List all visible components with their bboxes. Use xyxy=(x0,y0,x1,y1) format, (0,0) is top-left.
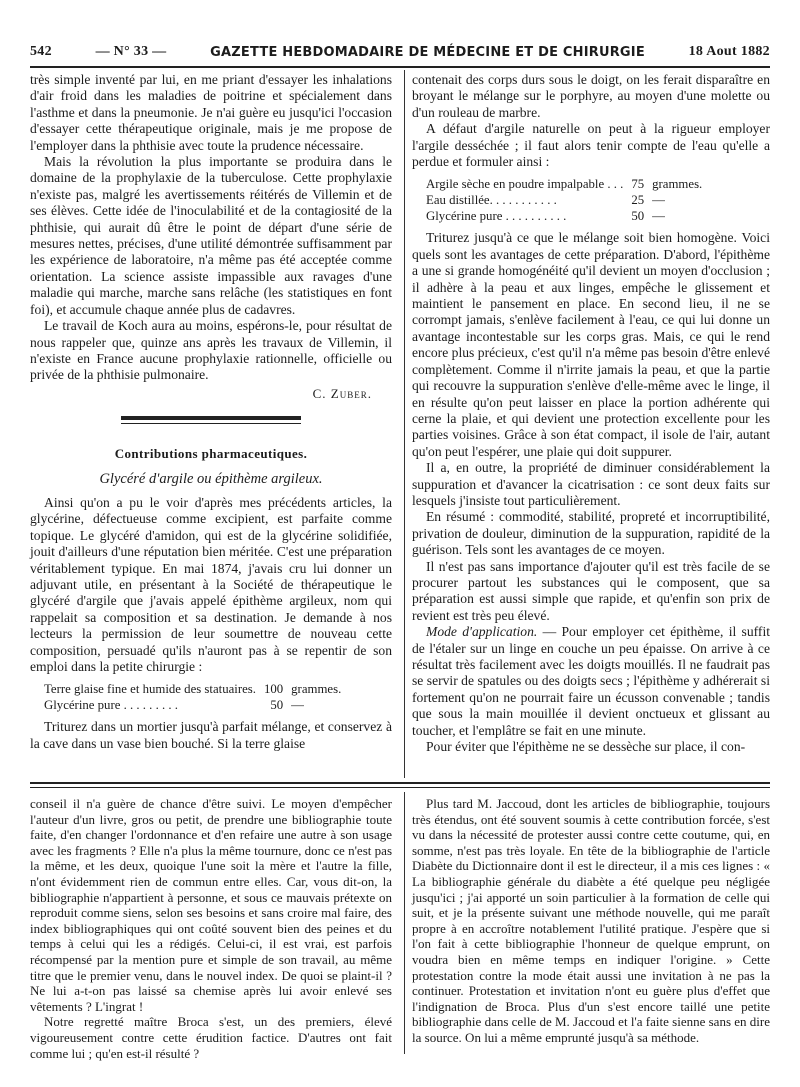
recipe-row xyxy=(30,681,341,697)
recipe-quantity: 50 xyxy=(631,209,645,224)
page-header xyxy=(30,40,770,64)
recipe-quantity: 50 xyxy=(270,698,284,713)
header-rule xyxy=(30,66,770,68)
issue-number: — N° 33 — xyxy=(95,44,167,59)
recipe-ingredient: Glycérine pure . . . . . . . . . xyxy=(44,698,178,713)
paragraph: Triturez dans un mortier jusqu'à parfait mélange, et conservez à la cave dans un vase bien bouché. Si la terre glaise xyxy=(30,719,392,751)
paragraph: A défaut d'argile naturelle on peut à la rigueur employer l'argile desséchée ; il faut alors tenir compte de l'eau qu'elle a perdue et formuler ainsi : xyxy=(412,121,770,170)
left-column xyxy=(30,72,392,752)
recipe-ingredient: Glycérine pure . . . . . . . . . . xyxy=(426,209,567,224)
right-column xyxy=(412,72,770,755)
recipe-ingredient: Terre glaise fine et humide des statuaires. xyxy=(44,682,256,697)
recipe-row xyxy=(412,208,702,224)
mode-text: — Pour employer cet épithème, il suffit de l'étaler sur un linge en couche un peu épaisse. On arrive à ce résultat très facilement avec les doigts mouillés. Il ne faudrait pas se servir de spatules ou des doigts secs ; l'épithème y adhérerait si fortement qu'on ne pourrait faire un écusson convenable ; tandis que sous la main mouillée il devient onctueux et glissant au toucher, et l'emplâtre se fait en une minute. xyxy=(412,624,771,738)
feuilleton-rule xyxy=(30,782,770,784)
recipe-row xyxy=(30,697,341,713)
column-divider xyxy=(404,792,405,1054)
paragraph: très simple inventé par lui, en me priant d'essayer les inhalations d'air froid dans les maladies de poitrine et spécialement dans l'asthme et dans la pneumonie. Je n'ai guère eu jusqu'ici l'occasion d'essayer cette thérapeutique originale, mais je me propose de l'employer dans la phthisie avec toute la prudence nécessaire. xyxy=(30,72,392,153)
feuilleton-right xyxy=(412,796,770,1046)
recipe-row xyxy=(412,176,702,192)
recipe-quantity: 100 xyxy=(263,682,284,697)
author-signature: C. Zuber. xyxy=(312,385,372,401)
section-separator-thin xyxy=(121,423,301,424)
page-number: 542 xyxy=(30,44,52,59)
feuilleton-left xyxy=(30,796,392,1061)
paragraph: Mais la révolution la plus importante se produira dans le domaine de la prophylaxie de la tuberculose. Cette prophylaxie n'existe pas, malgré les avertissements réitérés de Villemin et de ses élèves. Cette idée de l'inoculabilité et de la contagiosité de la phthisie, qui aurait dû être le point de départ d'une série de mesures nettes, précises, d'une utilité démontrée suffisamment par les expérience de laboratoire, n'a même pas été acceptée comme orientation. La science assiste impassible aux ravages d'une maladie qui marche, marche sans relâche (les statistiques en font foi), et accumule chaque année plus de cadavres. xyxy=(30,154,392,317)
paragraph: conseil il n'a guère de chance d'être suivi. Le moyen d'empêcher l'auteur d'un livre, gros ou petit, de prendre une bibliographie toute faite, d'en changer l'ordonnance et d'en refaire une autre à son usage avec les fragments ? Elle n'a plus la même tournure, donc ce n'est pas la même, et les deux, quoique l'une soit la mère et l'autre la fille, n'ont évidemment rien de commun entre elles. Car, vous dit-on, la bibliographie n'appartient à personne, et sous ce mauvais prétexte on reproduit comme siens, selon ses besoins et sans croire mal faire, des index bibliographiques qui ont coûté souvent bien des peines et du temps à celui qui les a rédigés. Celui-ci, il est vrai, est parfois récompensé par la mention pure et simple de son travail, au même titre que le premier venu, dans le nouvel index. De quoi se plaint-il ? Ne lui a-t-on pas laissé sa chemise après lui avoir enlevé ses vêtements ? L'ingrat ! xyxy=(30,796,392,1014)
recipe-ingredient: Argile sèche en poudre impalpable . . . xyxy=(426,177,624,192)
recipe-table xyxy=(412,176,702,224)
recipe-quantity: 25 xyxy=(631,193,645,208)
recipe-unit: — xyxy=(291,698,304,713)
recipe-unit: — xyxy=(652,193,665,208)
paragraph xyxy=(412,624,770,739)
column-divider xyxy=(404,70,405,778)
feuilleton-rule-thin xyxy=(30,787,770,788)
recipe-unit: grammes. xyxy=(291,682,342,697)
section-title: Contributions pharmaceutiques. xyxy=(114,446,308,462)
section-separator xyxy=(121,416,301,420)
section-subtitle: Glycéré d'argile ou épithème argileux. xyxy=(99,470,323,487)
paragraph: Notre regretté maître Broca s'est, un des premiers, élevé vigoureusement contre cette érudition factice. D'autres ont fait comme lui ; qu'en est-il résulté ? xyxy=(30,1014,392,1061)
mode-heading: Mode d'application. xyxy=(426,624,538,640)
paragraph: Il n'est pas sans importance d'ajouter qu'il est très facile de se procurer partout les substances qui le composent, que sa préparation est aussi simple que rapide, et qu'enfin son prix de revient est très peu élevé. xyxy=(412,558,770,623)
recipe-table xyxy=(30,681,341,713)
paragraph: Plus tard M. Jaccoud, dont les articles de bibliographie, toujours très étendus, ont été souvent soumis à cette contribution forcée, s'est vu dans la nécessité de protester aussi contre cette coutume, qui, en somme, n'est pas très loyale. En tête de la bibliographie de l'article Diabète du Dictionnaire dont il est le directeur, il a mis ces lignes : « La bibliographie générale du diabète a été quelque peu négligée jusqu'ici ; j'ai apporté un soin particulier à la formation de celle qui suit, et je la présente suivant une méthode nouvelle, qui me paraît propre à en accroître notablement l'utilité pratique. J'espère que si l'on fait à cette bibliographie l'honneur de quelque emprunt, on voudra bien en même temps en indiquer l'origine. » Cette protestation contre la mode était aussi une invitation à ne pas la continuer. Protestation et invitation n'ont eu guère plus d'effet que l'indignation de Broca. Plus d'un s'est encore taillé une petite bibliographie dans celle de M. Jaccoud et l'a faite sienne sans en dire la source. On lui a même emprunté jusqu'à sa méthode. xyxy=(412,796,770,1045)
paragraph: Triturez jusqu'à ce que le mélange soit bien homogène. Voici quels sont les avantages de cette préparation. D'abord, l'épithème a une si grande homogénéité qu'il devient un moyen d'occlusion ; il adhère à la peau et aux linges, empêche le glissement et maintient le pansement en place. En second lieu, il ne se corrompt jamais, s'enlève facilement à l'eau, ce qui lui donne un avantage incontestable sur les corps gras. Mais, ce qui le rend encore plus précieux, c'est qu'il n'a même pas besoin d'être enlevé complètement. Comme il n'irrite jamais la peau, et que la partie qui recouvre la suppuration s'enlève d'elle-même avec le linge, il en résulte qu'on peut laisser en place la portion adhérente qui cerne la plaie, et qui devient une protection excellente pour les parties voisines. Grâce à son état compact, il isole de l'air, autant qu'on peut l'espérer, une plaie qui doit suppurer. xyxy=(412,230,770,459)
recipe-row xyxy=(412,192,702,208)
paragraph: Il a, en outre, la propriété de diminuer considérablement la suppuration et d'avancer la cicatrisation : ce sont deux faits sur lesquels j'insiste tout particulièrement. xyxy=(412,460,770,508)
journal-title: GAZETTE HEBDOMADAIRE DE MÉDECINE ET DE CHIRURGIE xyxy=(210,44,645,60)
recipe-unit: — xyxy=(652,209,665,224)
recipe-unit: grammes. xyxy=(652,177,703,192)
paragraph: Pour éviter que l'épithème ne se dessèche sur place, il con- xyxy=(426,739,746,755)
recipe-ingredient: Eau distillée. . . . . . . . . . . xyxy=(426,193,557,208)
paragraph: contenait des corps durs sous le doigt, on les ferait disparaître en broyant le mélange sur le porphyre, au moyen d'une molette ou d'un rouleau de marbre. xyxy=(412,72,770,120)
paragraph: Ainsi qu'on a pu le voir d'après mes précédents articles, la glycérine, défectueuse comme excipient, est parfaite comme topique. Le glycéré d'amidon, qui est de la glycérine solidifiée, jouit d'ailleurs d'une réputation bien méritée. C'est une préparation véritablement typique. En mai 1874, j'avais cru lui donner un adjuvant utile, en présentant à la Société de thérapeutique le glycéré d'argile que j'avais appelé épithème argileux, nom qui rappelait sa composition et sa destination. Je demande à nos lecteurs la permission de leur soumettre de nouveau cette composition, persuadé qu'ils n'auront pas à se repentir de son emploi dans la petite chirurgie : xyxy=(30,494,392,674)
paragraph: En résumé : commodité, stabilité, propreté et incorruptibilité, privation de douleur, diminution de la suppuration, rapidité de la guérison. Tels sont les avantages de ce moyen. xyxy=(412,509,770,558)
paragraph: Le travail de Koch aura au moins, espérons-le, pour résultat de nous rappeler que, quinze ans après les travaux de Villemin, il n'existe en France aucune prophylaxie rationnelle, officielle ou privée de la phthisie pulmonaire. xyxy=(30,318,392,383)
issue-date: 18 Aout 1882 xyxy=(688,44,770,59)
recipe-quantity: 75 xyxy=(631,177,645,192)
